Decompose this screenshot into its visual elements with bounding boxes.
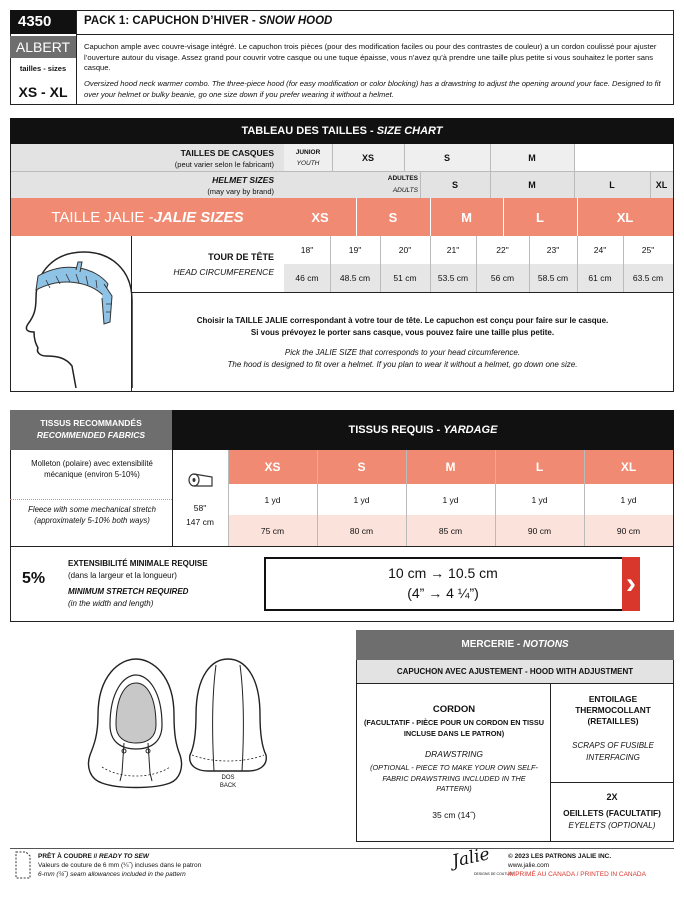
yardage-size: S [357,460,366,474]
jalie-sizes-label: TAILLE JALIE - JALIE SIZES [51,208,244,226]
size-note-en-1: Pick the JALIE SIZE that corresponds to your head circumference. [284,348,521,357]
helmet-sizes-fr-sub: (peut varier selon le fabricant) [174,160,274,169]
fabric-width-cm: 147 cm [186,517,214,527]
description-fr: Capuchon ample avec couvre-visage intégré. Le capuchon trois pièces (pour des modification faciles ou pour des contrastes de couleur) a un cordon coulissé pour ajuster l’ouverture autour du visage. Assez grand pour couvrir votre casque ou une tuque épaisse, vous n’avez qu’à prendre une taille plus petite si vous souhaitez le porter sans casque. [84,42,657,72]
size-note-en-2: The hood is designed to fit over a helmet. If you plan to wear it without a helmet, go down one size. [227,360,578,369]
head-cm: 58.5 cm [537,273,569,283]
adult-size: XL [655,179,668,190]
yardage-yards: 1 yd [264,494,281,505]
back-label-en: BACK [219,783,237,789]
yardage-cm: 80 cm [349,525,374,536]
seam-allowance-fr: Valeurs de couture de 6 mm (¼˝) incluses dans le patron [38,862,202,869]
yardage-yards: 1 yd [442,494,459,505]
stretch-imperial: (4” → 4 ¼”) [407,585,479,601]
yardage-size: L [535,460,544,474]
ready-to-sew: PRÊT À COUDRE // READY TO SEW [38,853,150,860]
sizes-label: tailles - sizes [19,64,67,73]
head-circumference-illustration [16,240,134,390]
drawstring-en: (OPTIONAL - PIECE TO MAKE YOUR OWN SELF-FABRIC DRAWSTRING INCLUDED IN THE PATTERN) [370,763,538,793]
helmet-sizes-fr: TAILLES DE CASQUES [180,148,274,158]
yardage-cm: 75 cm [260,525,285,536]
jalie-size: L [536,209,544,225]
description-en: Oversized hood neck warmer combo. The three-piece hood (for easy modification or color blocking) has a drawstring to adjust the opening around your face. Designed to fit over your helmet or bulky beanie, go one size down if you prefer wearing it without a helmet. [84,79,661,99]
head-circumference-en: HEAD CIRCUMFERENCE [173,267,274,277]
size-range: XS - XL [18,84,68,100]
adult-size: M [528,179,536,190]
head-cm: 63.5 cm [632,273,664,283]
stretch-fr: EXTENSIBILITÉ MINIMALE REQUISE [68,559,208,568]
head-cm: 46 cm [295,273,319,283]
jalie-logo: Jalie [450,844,492,872]
adults-label: ADULTES [387,174,418,182]
yardage-size: M [445,460,456,474]
head-inches: 18" [300,245,314,255]
jalie-size: M [461,209,472,225]
drawstring-title-en: DRAWSTRING [425,749,483,759]
head-inches: 23" [546,245,560,255]
head-cm: 53.5 cm [437,273,469,283]
junior-label: JUNIOR [295,148,321,156]
helmet-sizes-en-sub: (may vary by brand) [207,187,274,196]
back-label-fr: DOS [221,775,235,781]
yardage-cm: 90 cm [616,525,641,536]
head-cm: 56 cm [490,273,515,283]
head-inches: 22" [496,245,509,255]
junior-size: M [528,152,536,163]
recommended-fabrics-header: TISSUS RECOMMANDÉS RECOMMENDED FABRICS [10,410,172,450]
eyelets-en: EYELETS (OPTIONAL) [568,820,656,830]
printed-in-canada: IMPRIMÉ AU CANADA / PRINTED IN CANADA [508,871,646,878]
eyelets-fr: OEILLETS (FACULTATIF) [563,808,661,818]
interfacing-en: SCRAPS OF FUSIBLE INTERFACING [572,741,654,762]
head-inches: 21" [446,245,460,255]
drawstring-title-fr: CORDON [432,704,476,715]
jalie-logo-sub: DESIGNS DE COUTURE [474,872,514,876]
stretch-metric: 10 cm → 10.5 cm [388,565,498,581]
head-inches: 25" [641,245,655,255]
yardage-size: XL [620,460,637,474]
fabric-bolt-icon [186,472,216,488]
stretch-en-sub: (in the width and length) [68,599,154,608]
yardage-yards: 1 yd [620,494,637,505]
yardage-cm: 90 cm [527,525,552,536]
fabric-fr: Molleton (polaire) avec extensibilité mécanique (environ 5-10%) [31,459,153,479]
adults-label-en: ADULTS [392,186,418,194]
yardage-yards: 1 yd [353,494,370,505]
website-link[interactable]: www.jalie.com [508,862,550,869]
yardage-header: TISSUS REQUIS - YARDAGE [172,410,674,450]
seam-allowance-en: 6-mm (¼˝) seam allowances included in the pattern [38,871,186,878]
copyright: © 2023 LES PATRONS JALIE INC. [508,853,612,860]
pattern-title [84,15,332,27]
jalie-size: XS [311,209,329,225]
adult-size: L [609,179,615,190]
drawstring-length: 35 cm (14˝) [432,810,476,820]
size-chart-title: TABLEAU DES TAILLES - SIZE CHART [10,118,674,144]
stretch-percent: 5% [22,570,46,587]
arrow-right-icon: › [626,567,636,600]
notions-subheader: CAPUCHON AVEC AJUSTEMENT - HOOD WITH ADJUSTMENT [357,660,673,684]
eyelets-qty: 2X [606,792,618,802]
head-circumference-fr: TOUR DE TÊTE [208,252,274,262]
notions-header: MERCERIE - NOTIONS [356,630,674,660]
youth-label: YOUTH [296,159,320,167]
jalie-size: S [388,209,398,225]
title-fr: PACK 1: CAPUCHON D’HIVER - [84,15,259,27]
jalie-size: XL [616,209,634,225]
head-inches: 19" [348,245,362,255]
stretch-en: MINIMUM STRETCH REQUIRED [68,587,189,596]
yardage-size: XS [264,460,281,474]
yardage-cm: 85 cm [438,525,463,536]
junior-size: XS [361,152,374,163]
pattern-number: 4350 [10,10,76,34]
ready-to-sew-icon [14,850,32,880]
fabric-en: Fleece with some mechanical stretch (approximately 5-10% both ways) [28,505,156,525]
junior-size: S [443,152,450,163]
yardage-yards: 1 yd [531,494,548,505]
head-cm: 51 cm [393,273,417,283]
hood-front-illustration [80,655,190,795]
stretch-fr-sub: (dans la largeur et la longueur) [68,571,177,580]
drawstring-fr: (FACULTATIF - PIÈCE POUR UN CORDON EN TISSU INCLUSE DANS LE PATRON) [364,718,544,738]
adult-size: S [451,179,458,190]
fabric-width-inches: 58" [193,503,207,513]
hood-back-illustration [182,655,274,775]
head-cm: 61 cm [588,273,612,283]
head-inches: 24" [593,245,607,255]
helmet-sizes-en: HELMET SIZES [212,175,274,185]
size-note-fr-1: Choisir la TAILLE JALIE correspondant à votre tour de tête. Le capuchon est conçu pour faire sur le casque. [196,316,609,325]
head-inches: 20" [398,245,412,255]
title-en: SNOW HOOD [258,15,333,27]
head-cm: 48.5 cm [339,273,371,283]
interfacing-fr: ENTOILAGE THERMOCOLLANT (RETAILLES) [575,694,651,726]
pattern-name: ALBERT [10,36,76,58]
size-note-fr-2: Si vous prévoyez le porter sans casque, vous pouvez faire une taille plus petite. [250,328,555,337]
